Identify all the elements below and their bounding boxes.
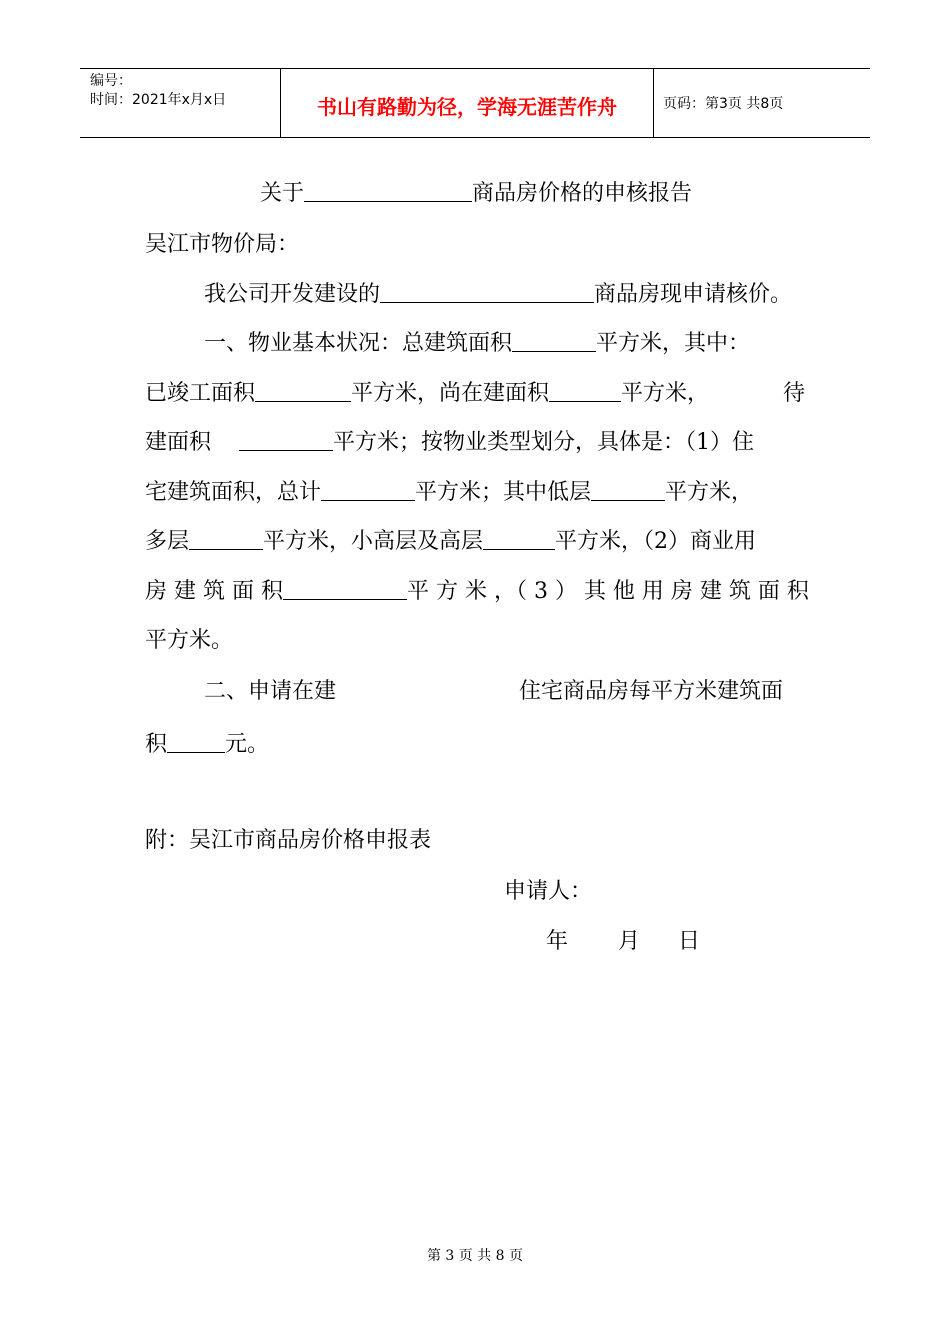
l6-text-a: 房 建 筑 面 积 — [145, 579, 283, 604]
section-1-line-3 — [145, 428, 754, 458]
date-day: 日 — [678, 929, 701, 954]
low-rise-blank[interactable] — [591, 478, 665, 501]
s2-l2-text-b: 元。 — [225, 732, 270, 757]
page-footer: 第 3 页 共 8 页 — [426, 1248, 524, 1264]
header-table — [80, 68, 870, 138]
residential-total-blank[interactable] — [321, 478, 415, 501]
header-page-cell — [653, 69, 870, 137]
motto: 书山有路勤为径，学海无涯苦作舟 — [317, 95, 617, 119]
l2-text-b: 平方米，尚在建面积 — [351, 381, 550, 406]
section-2-line-2 — [145, 730, 269, 760]
project-name-blank[interactable] — [380, 280, 594, 303]
s2-l2-text-a: 积 — [145, 732, 168, 757]
l3-text-b: 平方米；按物业类型划分，具体是：（1）住 — [333, 430, 755, 455]
header-motto-cell — [280, 69, 654, 137]
header-info-cell — [80, 69, 280, 137]
l4-text-c: 平方米， — [665, 480, 754, 505]
l2-text-c: 平方米， — [621, 381, 710, 406]
section-2-line-1 — [204, 677, 336, 707]
title-prefix: 关于 — [260, 181, 305, 206]
section-1-line-1 — [204, 329, 750, 359]
intro-text-a: 我公司开发建设的 — [204, 282, 381, 307]
s2-text-a: 二、申请在建 — [204, 679, 337, 704]
l2-text-a: 已竣工面积 — [145, 381, 256, 406]
completed-area-blank[interactable] — [255, 379, 351, 402]
multi-storey-blank[interactable] — [189, 527, 263, 550]
date-month: 月 — [618, 929, 641, 954]
time-label: 时间：2021年x月x日 — [90, 92, 227, 108]
attachment-note: 附：吴江市商品房价格申报表 — [145, 828, 432, 853]
price-blank[interactable] — [167, 730, 225, 753]
paragraph-intro — [204, 280, 792, 310]
s1-text-a: 一、物业基本状况：总建筑面积 — [204, 331, 513, 356]
s2-text-b: 住宅商品房每平方米建筑面 — [519, 679, 784, 704]
l6-text-b: 平 方 米 ，（ 3 ） 其 他 用 房 建 筑 面 积 — [406, 579, 809, 604]
s1-text-b: 平方米，其中： — [596, 331, 751, 356]
commercial-area-blank[interactable] — [283, 577, 407, 600]
title-blank[interactable] — [304, 179, 472, 202]
l5-text-a: 多层 — [145, 529, 190, 554]
section-1-line-5 — [145, 527, 756, 557]
l4-text-b: 平方米；其中低层 — [415, 480, 592, 505]
addressee: 吴江市物价局： — [145, 232, 300, 257]
document-title — [260, 179, 692, 209]
intro-text-b: 商品房现申请核价。 — [594, 282, 793, 307]
applicant-label: 申请人： — [504, 879, 593, 904]
total-area-blank[interactable] — [512, 329, 596, 352]
l5-text-b: 平方米，小高层及高层 — [263, 529, 484, 554]
l3-text-a: 建面积 — [145, 430, 212, 455]
l5-text-c: 平方米，（2）商业用 — [555, 529, 757, 554]
high-rise-blank[interactable] — [483, 527, 555, 550]
section-1-line-6 — [145, 577, 809, 607]
under-construction-area-blank[interactable] — [549, 379, 621, 402]
l4-text-a: 宅建筑面积，总计 — [145, 480, 322, 505]
page-label: 页码：第3页 共8页 — [663, 96, 784, 112]
section-1-line-7: 平方米。 — [145, 628, 234, 653]
title-suffix: 商品房价格的申核报告 — [472, 181, 693, 206]
date-year: 年 — [546, 929, 569, 954]
l2-text-d: 待 — [783, 381, 806, 406]
number-label: 编号： — [90, 73, 132, 89]
pending-area-blank[interactable] — [239, 428, 333, 451]
section-1-line-4 — [145, 478, 753, 508]
section-1-line-2 — [145, 379, 709, 409]
